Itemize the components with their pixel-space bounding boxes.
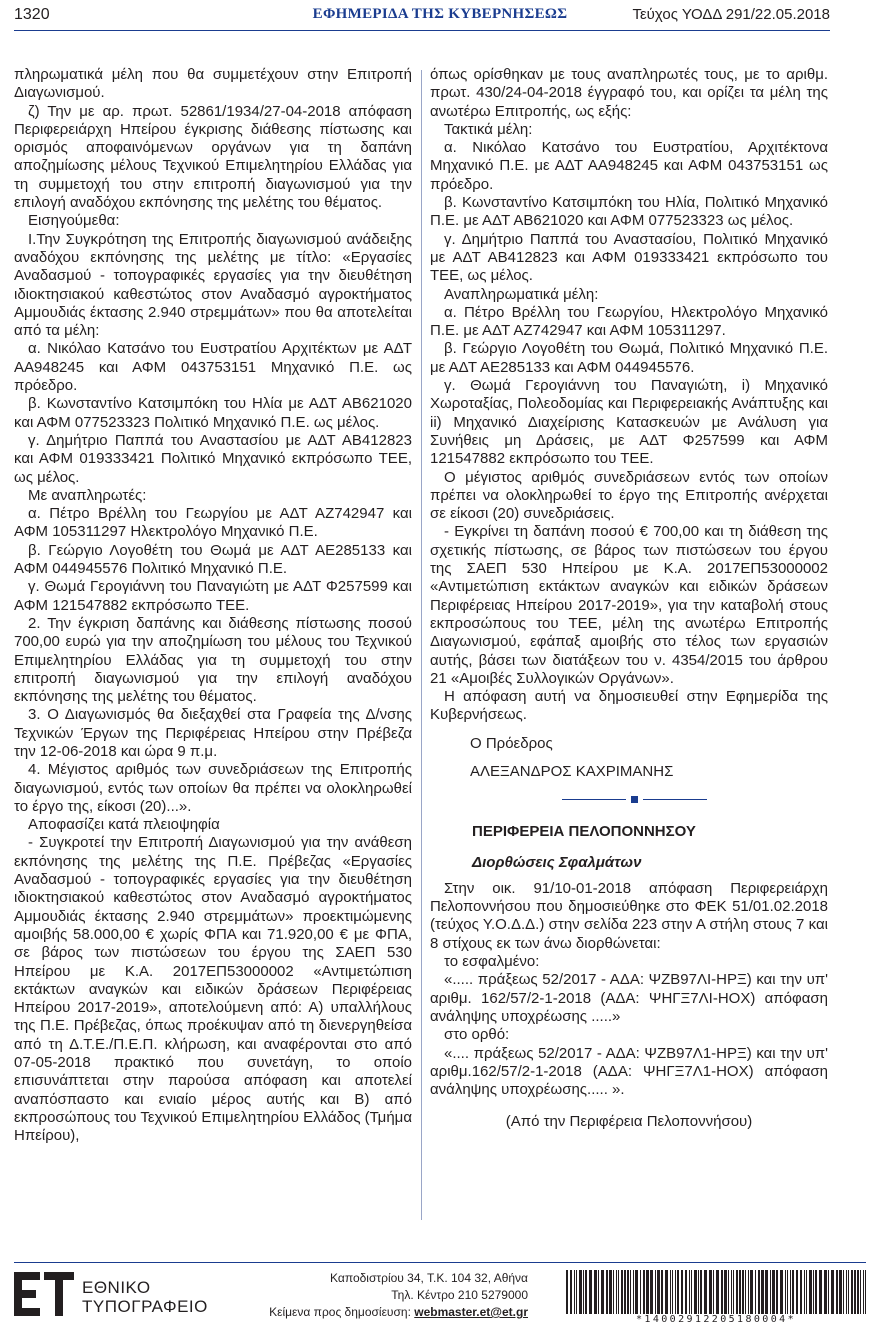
submission-line	[230, 1304, 528, 1321]
barcode-number: *14002912205180004*	[636, 1314, 796, 1325]
paragraph: α. Πέτρο Βρέλλη του Γεωργίου, Ηλεκτρολόγο Μηχανικό Π.Ε. με ΑΔΤ ΑΖ742947 και ΑΦΜ 105311297.	[430, 303, 828, 340]
barcode-bar	[579, 1270, 582, 1314]
barcode-bar	[677, 1270, 679, 1314]
wrong-label: το εσφαλμένο:	[444, 953, 540, 971]
barcode-bar	[755, 1270, 756, 1314]
paragraph: Αναπληρωματικά μέλη:	[444, 285, 599, 303]
barcode-bar	[733, 1270, 734, 1314]
barcode-bar	[694, 1270, 697, 1314]
barcode-bar	[787, 1270, 788, 1314]
barcode-bar	[836, 1270, 838, 1314]
barcode-bar	[661, 1270, 663, 1314]
barcode-bar	[574, 1270, 575, 1314]
barcode-bar	[848, 1270, 849, 1314]
barcode-bar	[650, 1270, 653, 1314]
issue-reference: Τεύχος ΥΟΔΔ 291/22.05.2018	[632, 6, 830, 23]
paragraph: γ. Θωμά Γερογιάννη του Παναγιώτη, i) Μηχανικό Χωροταξίας, Πολεοδομίας και Περιφερειακής Ανάπτυξης και ii) Μηχανικό Διαχείρισης Κατασκευών με Ανάλυση για Συνήθεις μη Δράσεις, με ΑΔΤ Φ257599 και ΑΦΜ 121547882 εκπρόσωπο του ΤΕΕ.	[430, 377, 828, 468]
barcode-bar	[790, 1270, 791, 1314]
paragraph: β. Γεώργιο Λογοθέτη του Θωμά, Πολιτικό Μηχανικό Π.Ε. με ΑΔΤ ΑΕ285133 και ΑΦΜ 044945576.	[430, 340, 828, 376]
section-heading: ΠΕΡΙΦΕΡΕΙΑ ΠΕΛΟΠΟΝΝΗΣΟΥ	[472, 823, 696, 841]
barcode-bar	[809, 1270, 812, 1314]
barcode-bar	[800, 1270, 802, 1314]
barcode-bar	[627, 1270, 629, 1314]
barcode-bar	[589, 1270, 592, 1314]
footer-contact	[230, 1270, 528, 1321]
paragraph: όπως ορίσθηκαν με τους αναπληρωτές τους, με το αριθμ. πρωτ. 430/24-04-2018 έγγραφό του, και ορίζει τα μέλη της ανωτέρω Επιτροπής, ως εξής:	[430, 66, 828, 120]
column-divider	[421, 70, 422, 1220]
section-separator	[430, 789, 828, 811]
paragraph: - Συγκροτεί την Επιτροπή Διαγωνισμού για την ανάθεση εκπόνησης της μελέτης της Π.Ε. Πρέβεζας «Εργασίες Αναδασμού - τοπογραφικές εργασίες για την διευθέτηση ιδιοκτησιακού καθεστώτος στον Αναδασμό αγροκτήματος Αμμουδιάς έκτασης 2.940 στρεμμάτων» προεκτιμώμενης αμοιβής 58.000,00 € χωρίς ΦΠΑ και 71.920,00 € με ΦΠΑ, σε βάρος των πιστώσεων του έργου της ΣΑΕΠ 530 Ηπείρου με Κ.Α. 2017ΕΠ53000002 «Αντιμετώπιση εκτάκτων αναγκών και ειδικών δράσεων Περιφέρειας Ηπείρου 2017-2019», αποτελούμενη από: Α) υπαλλήλους της Π.Ε. Πρέβεζας, όπως προέκυψαν από τη διενεργηθείσα από τη Δ.Τ.Ε./Π.Ε.Π. κλήρωση, και αναφέρονται στο από 07-05-2018 πρακτικό που συνετάγη, το οποίο επισυνάπτεται στην παρούσα απόφαση και αποτελεί αναπόσπαστο και ενιαίο μέρος αυτής και Β) από εκπροσώπους του Τεχνικού Επιμελητηρίου Ελλάδος (Τμήμα Ηπείρου),	[14, 834, 412, 1145]
paragraph: Με αναπληρωτές:	[28, 486, 147, 504]
paragraph: α. Πέτρο Βρέλλη του Γεωργίου με ΑΔΤ ΑΖ742947 και ΑΦΜ 105311297 Ηλεκτρολόγο Μηχανικό Π.Ε.	[14, 505, 412, 541]
paragraph: γ. Δημήτριο Παππά του Αναστασίου, Πολιτικό Μηχανικό με ΑΔΤ ΑΒ412823 και ΑΦΜ 019333421 εκπρόσωπο του ΤΕΕ, ως μέλος.	[430, 230, 828, 285]
barcode-bar	[851, 1270, 853, 1314]
correct-label: στο ορθό:	[444, 1026, 510, 1044]
paragraph: Τακτικά μέλη:	[444, 120, 533, 138]
paragraph: 2. Την έγκριση δαπάνης και διάθεσης πίστωσης ποσού 700,00 ευρώ για την αποζημίωση του μέλους του Τεχνικού Επιμελητηρίου Ελλάδας για τη συμμετοχή του στην επιτροπή διαγωνισμού για την επιλογή αναδόχου εκπόνησης της μελέτης του θέματος.	[14, 614, 412, 706]
paragraph: α. Νικόλαο Κατσάνο του Ευστρατίου, Αρχιτέκτονα Μηχανικό Π.Ε. με ΑΔΤ ΑΑ948245 και ΑΦΜ 043753151 ως πρόεδρο.	[430, 139, 828, 193]
barcode-bar	[813, 1270, 814, 1314]
barcode-bar	[804, 1270, 805, 1314]
barcode-bar	[828, 1270, 829, 1314]
barcode-bar	[857, 1270, 859, 1314]
address: Καποδιστρίου 34, Τ.Κ. 104 32, Αθήνα	[330, 1271, 528, 1285]
barcode-bar	[570, 1270, 572, 1314]
barcode-bar	[709, 1270, 712, 1314]
barcode-bar	[624, 1270, 626, 1314]
correction-intro: Στην οικ. 91/10-01-2018 απόφαση Περιφερειάρχη Πελοποννήσου που δημοσιεύθηκε στο ΦΕΚ 51/01.02.2018 (τεύχος Υ.Ο.Δ.Δ.) στην σελίδα 223 στην Α στήλη στους 7 και 8 στίχους εκ των άνω διορθώνεται:	[430, 879, 828, 952]
subheading: Διορθώσεις Σφαλμάτων	[472, 853, 642, 871]
barcode-bar	[598, 1270, 599, 1314]
paragraph: - Εγκρίνει τη δαπάνη ποσού € 700,00 και τη διάθεση της σχετικής πίστωσης, σε βάρος των πιστώσεων του έργου της ΣΑΕΠ 530 Ηπείρου με Κ.Α. 2017ΕΠ53000002 «Αντιμετώπιση εκτάκτων αναγκών και ειδικών δράσεων Περιφέρειας Ηπείρου 2017-2019», για την καταβολή στους εκπροσώπους του ΤΕΕ, μέλη της ανωτέρω Επιτροπής Διαγωνισμού, εφάπαξ αμοιβής στο τέλος των εργασιών αυτής, βάσει των διατάξεων του ν. 4354/2015 του άρθρου 21 «Αμοιβές Συλλογικών Οργάνων».	[430, 523, 828, 687]
barcode-bar	[739, 1270, 741, 1314]
barcode-bar	[689, 1270, 690, 1314]
paragraph: β. Κωνσταντίνο Κατσιμπόκη του Ηλία, Πολιτικό Μηχανικό Π.Ε. με ΑΔΤ ΑΒ621020 και ΑΦΜ 077523323 ως μέλος.	[430, 194, 828, 230]
barcode-bar	[672, 1270, 673, 1314]
header-divider	[14, 30, 830, 31]
paragraph: Αποφασίζει κατά πλειοψηφία	[28, 816, 220, 834]
paragraph: 4. Μέγιστος αριθμός των συνεδριάσεων της Επιτροπής διαγωνισμού, εντός των οποίων θα πρέπει να ολοκληρωθεί το έργο της, είκοσι (20)...».	[14, 761, 412, 815]
barcode-bar	[785, 1270, 786, 1314]
barcode-bar	[566, 1270, 568, 1314]
paragraph: Εισηγούμεθα:	[28, 212, 120, 230]
barcode-bar	[646, 1270, 649, 1314]
barcode-bar	[698, 1270, 699, 1314]
footer-divider	[14, 1262, 866, 1263]
page-header	[0, 0, 880, 34]
barcode-bar	[665, 1270, 668, 1314]
barcode-bar	[724, 1270, 727, 1314]
email-link[interactable]: webmaster.et@et.gr	[414, 1305, 528, 1319]
barcode-bar	[583, 1270, 584, 1314]
signature-role: Ο Πρόεδρος	[470, 734, 553, 752]
barcode-bar	[765, 1270, 768, 1314]
signature-name: ΑΛΕΞΑΝΔΡΟΣ ΚΑΧΡΙΜΑΝΗΣ	[470, 762, 674, 780]
barcode-bar	[643, 1270, 645, 1314]
barcode-bar	[721, 1270, 723, 1314]
barcode-bar	[640, 1270, 641, 1314]
phone: Τηλ. Κέντρο 210 5279000	[391, 1288, 528, 1302]
paragraph: β. Κωνσταντίνο Κατσιμπόκη του Ηλία με ΑΔΤ ΑΒ621020 και ΑΦΜ 077523323 Πολιτικό Μηχανικό Π.Ε. ως μέλος.	[14, 395, 412, 431]
publisher-name	[82, 1278, 208, 1316]
barcode-bar	[585, 1270, 587, 1314]
barcode-bar	[806, 1270, 807, 1314]
barcode-bar	[758, 1270, 760, 1314]
publisher-name-line2: ΤΥΠΟΓΡΑΦΕΙΟ	[82, 1297, 208, 1316]
barcode-bar	[780, 1270, 783, 1314]
barcode-bar	[831, 1270, 834, 1314]
barcode-bar	[846, 1270, 847, 1314]
paragraph: Ι.Την Συγκρότηση της Επιτροπής διαγωνισμού ανάδειξης αναδόχου εκπόνησης της μελέτης με τίτλο: «Εργασίες Αναδασμού - τοπογραφικές εργασίες για την διευθέτηση ιδιοκτησιακού καθεστώτος στον Αναδασμό αγροκτήματος Αμμουδιάς έκτασης 2.940 στρεμμάτων» που θα αποτελείται από τα μέλη:	[14, 230, 412, 340]
barcode-bar	[576, 1270, 577, 1314]
gazette-title: ΕΦΗΜΕΡΙΔΑ ΤΗΣ ΚΥΒΕΡΝΗΣΕΩΣ	[312, 6, 568, 22]
correct-text: «.... πράξεως 52/2017 - ΑΔΑ: ΨΖΒ97Λ1-ΗΡΞ) και την υπ' αριθμ.162/57/2-1-2018 (ΑΔΑ: ΨΗΓΞ7Λ1-ΗΟΧ) απόφαση ανάληψης υποχρέωσης..... ».	[430, 1044, 828, 1099]
barcode-bar	[601, 1270, 604, 1314]
barcode-bar	[635, 1270, 638, 1314]
barcode-bar	[633, 1270, 634, 1314]
barcode-bar	[745, 1270, 746, 1314]
barcode-bar	[819, 1270, 822, 1314]
barcode-bar	[728, 1270, 729, 1314]
barcode-bar	[824, 1270, 827, 1314]
barcode-bar	[748, 1270, 749, 1314]
page-number: 1320	[14, 6, 50, 23]
et-logo-icon	[14, 1272, 74, 1316]
barcode-bar	[630, 1270, 631, 1314]
paragraph: Η απόφαση αυτή να δημοσιευθεί στην Εφημερίδα της Κυβερνήσεως.	[430, 688, 828, 724]
paragraph: Ο μέγιστος αριθμός συνεδριάσεων εντός των οποίων πρέπει να ολοκληρωθεί το έργο της Επιτροπής ανέρχεται σε είκοσι (20) συνεδριάσεις.	[430, 468, 828, 523]
barcode-bar	[613, 1270, 614, 1314]
barcode-bar	[670, 1270, 671, 1314]
barcode-bar	[655, 1270, 656, 1314]
barcode-bar	[770, 1270, 771, 1314]
barcode-bar	[594, 1270, 597, 1314]
paragraph: γ. Δημήτριο Παππά του Αναστασίου με ΑΔΤ ΑΒ412823 και ΑΦΜ 019333421 Πολιτικό Μηχανικό εκπρόσωπο ΤΕΕ, ως μέλος.	[14, 431, 412, 486]
barcode-bar	[843, 1270, 844, 1314]
barcode-bar	[736, 1270, 738, 1314]
paragraph: α. Νικόλαο Κατσάνο του Ευστρατίου Αρχιτέκτων με ΑΔΤ ΑΑ948245 και ΑΦΜ 043753151 Μηχανικό Π.Ε. ως πρόεδρο.	[14, 340, 412, 395]
left-column	[14, 66, 412, 1146]
barcode-bar	[616, 1270, 617, 1314]
paragraph: 3. Ο Διαγωνισμός θα διεξαχθεί στα Γραφεία της Δ/νσης Τεχνικών Έργων της Περιφέρειας Ηπείρου στην Πρέβεζα την 12-06-2018 και ώρα 9 π.μ.	[14, 706, 412, 760]
barcode-bar	[796, 1270, 798, 1314]
barcode-bar	[618, 1270, 619, 1314]
wrong-text: «..... πράξεως 52/2017 - ΑΔΑ: ΨΖΒ97ΛΙ-ΗΡΞ) και την υπ' αριθμ. 162/57/2-1-2018 (ΑΔΑ: ΨΗΓΞ7ΛΙ-ΗΟΧ) απόφαση ανάληψης υποχρέωσης .....»	[430, 971, 828, 1025]
barcode-bar	[657, 1270, 660, 1314]
publisher-name-line1: ΕΘΝΙΚΟ	[82, 1278, 151, 1297]
submission-label: Κείμενα προς δημοσίευση:	[269, 1305, 411, 1319]
barcode-bar	[815, 1270, 817, 1314]
barcode-bar	[675, 1270, 676, 1314]
barcode-bar	[865, 1270, 866, 1314]
paragraph: πληρωματικά μέλη που θα συμμετέχουν στην Επιτροπή Διαγωνισμού.	[14, 66, 412, 102]
barcode-bar	[854, 1270, 856, 1314]
barcode-bar	[713, 1270, 714, 1314]
barcode-bar	[792, 1270, 794, 1314]
barcode-bar	[863, 1270, 864, 1314]
barcode-bar	[772, 1270, 775, 1314]
barcode-bar	[609, 1270, 612, 1314]
barcode-bar	[742, 1270, 744, 1314]
barcode-bar	[839, 1270, 842, 1314]
paragraph: ζ) Την με αρ. πρωτ. 52861/1934/27-04-2018 απόφαση Περιφερειάρχη Ηπείρου έγκρισης διάθεσης πίστωσης και ορισμός αποφαινόμενων οργάνων για τη δαπάνη αποζημίωσης μέλους Τεχνικού Επιμελητηρίου Ελλάδας για τη συμμετοχή του στην επιτροπή διαγωνισμού για την επιλογή αναδόχου εκπόνησης της μελέτης του θέματος.	[14, 102, 412, 212]
barcode-bar	[621, 1270, 623, 1314]
barcode-bar	[776, 1270, 778, 1314]
right-column	[430, 66, 828, 1132]
paragraph: β. Γεώργιο Λογοθέτη του Θωμά με ΑΔΤ ΑΕ285133 και ΑΦΜ 044945576 Πολιτικό Μηχανικό Π.Ε.	[14, 541, 412, 578]
barcode-bar	[700, 1270, 702, 1314]
barcode-bar	[761, 1270, 764, 1314]
barcode	[566, 1270, 866, 1314]
barcode-bar	[750, 1270, 753, 1314]
barcode-bar	[860, 1270, 861, 1314]
paragraph: γ. Θωμά Γερογιάννη του Παναγιώτη με ΑΔΤ Φ257599 και ΑΦΜ 121547882 εκπρόσωπο ΤΕΕ.	[14, 578, 412, 614]
barcode-bar	[704, 1270, 707, 1314]
source-note: (Από την Περιφέρεια Πελοποννήσου)	[505, 1113, 753, 1131]
barcode-bar	[685, 1270, 687, 1314]
barcode-bar	[716, 1270, 719, 1314]
barcode-bar	[691, 1270, 692, 1314]
barcode-bar	[681, 1270, 683, 1314]
barcode-bar	[731, 1270, 732, 1314]
barcode-bar	[606, 1270, 608, 1314]
